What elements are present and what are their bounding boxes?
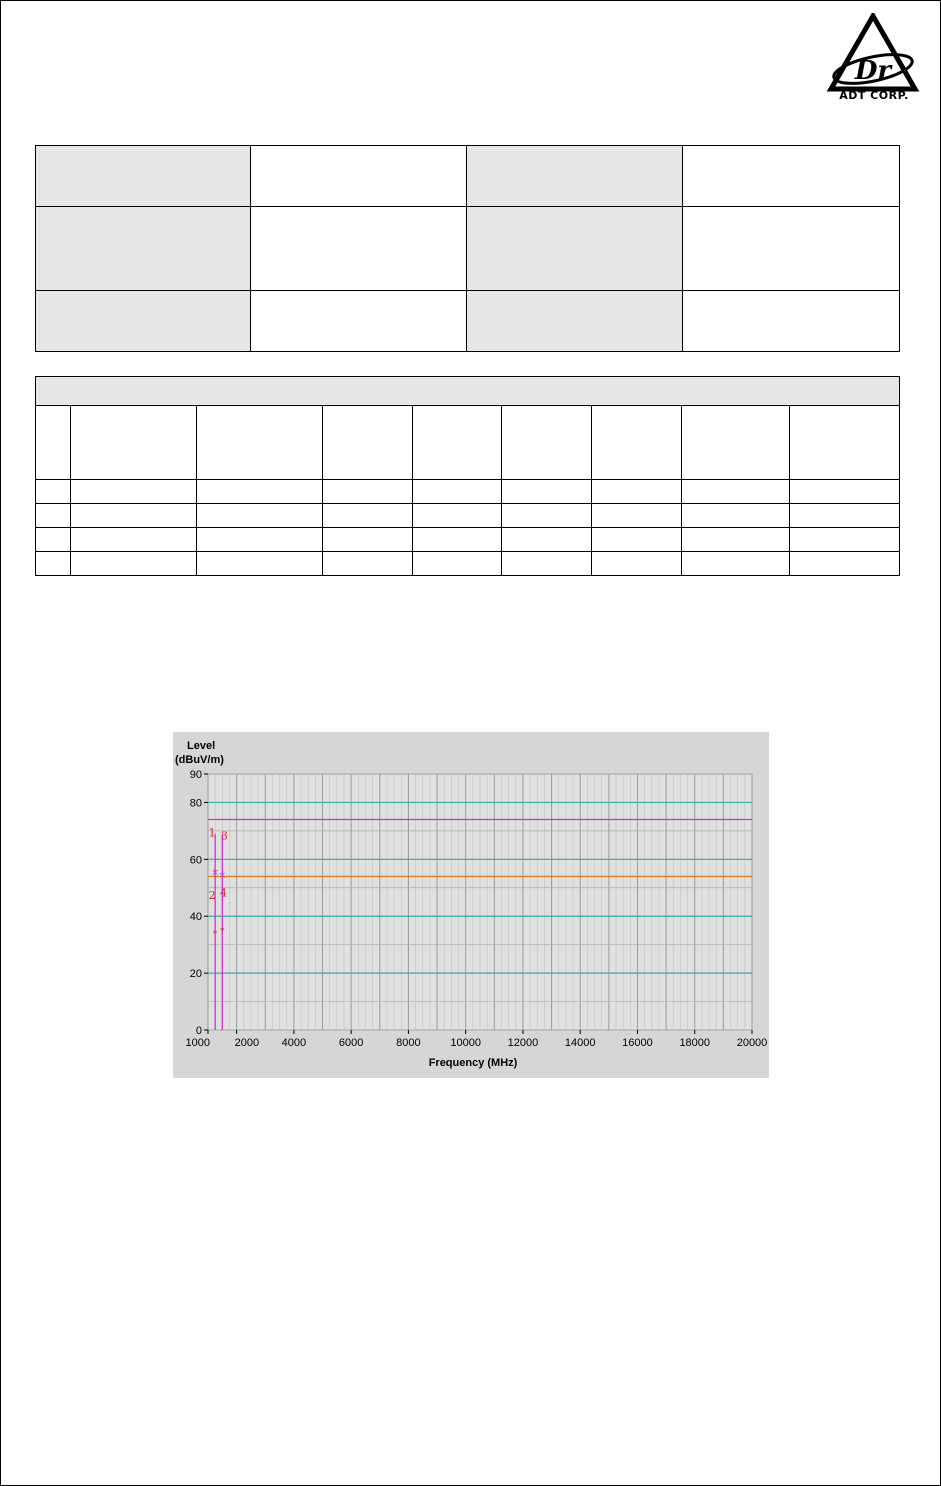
table-cell <box>412 480 502 504</box>
measurement-table <box>35 376 900 576</box>
column-header <box>502 406 592 480</box>
info-value-cell <box>683 291 900 352</box>
table-cell <box>790 504 900 528</box>
info-row <box>36 207 900 291</box>
y-tick-label: 80 <box>189 797 202 810</box>
x-tick-label: 12000 <box>507 1037 539 1049</box>
info-label-cell <box>36 146 251 207</box>
column-header <box>70 406 196 480</box>
x-tick-label: 6000 <box>338 1037 364 1049</box>
marker-label: 3 <box>220 829 228 843</box>
info-row <box>36 146 900 207</box>
marker-label: 2 <box>208 889 216 903</box>
table-cell <box>502 528 592 552</box>
y-tick-label: 40 <box>189 911 202 924</box>
x-tick-label: 4000 <box>281 1037 307 1049</box>
table-cell <box>502 552 592 576</box>
table-cell <box>790 552 900 576</box>
table-cell <box>322 552 412 576</box>
info-label-cell <box>467 146 683 207</box>
table-cell <box>592 504 682 528</box>
x-tick-label: 10000 <box>450 1037 481 1049</box>
table-title <box>36 377 900 406</box>
column-header <box>592 406 682 480</box>
y-axis-label: Level <box>187 740 216 752</box>
table-cell <box>322 504 412 528</box>
info-value-cell <box>683 207 900 291</box>
x-axis-label: Frequency (MHz) <box>428 1057 518 1069</box>
table-cell <box>196 504 322 528</box>
marker-symbol: * <box>220 926 225 937</box>
table-cell <box>412 528 502 552</box>
y-tick-label: 0 <box>195 1025 202 1037</box>
table-cell <box>592 552 682 576</box>
table-header-row <box>36 406 900 480</box>
info-label-cell <box>36 207 251 291</box>
column-header <box>322 406 412 480</box>
info-row <box>36 291 900 352</box>
y-axis-unit-label: (dBuV/m) <box>175 754 224 766</box>
marker-label: 4 <box>219 886 227 900</box>
table-cell <box>322 528 412 552</box>
column-header <box>790 406 900 480</box>
table-cell <box>322 480 412 504</box>
table-cell <box>682 528 790 552</box>
table-cell <box>502 480 592 504</box>
table-cell <box>592 528 682 552</box>
info-value-cell <box>250 291 467 352</box>
table-cell <box>70 528 196 552</box>
column-header <box>196 406 322 480</box>
x-tick-label: 16000 <box>622 1037 653 1049</box>
table-cell <box>412 552 502 576</box>
y-tick-label: 60 <box>189 854 202 867</box>
x-tick-label: 1000 <box>185 1037 210 1049</box>
emission-chart <box>173 732 769 1078</box>
table-cell <box>36 552 71 576</box>
table-cell <box>592 480 682 504</box>
x-tick-label: 20000 <box>736 1037 768 1049</box>
table-cell <box>70 504 196 528</box>
table-row <box>36 528 900 552</box>
table-title-row <box>36 377 900 406</box>
table-cell <box>502 504 592 528</box>
table-cell <box>196 480 322 504</box>
logo-company-name: ADT CORP. <box>839 89 909 102</box>
table-row <box>36 480 900 504</box>
table-cell <box>790 480 900 504</box>
table-cell <box>36 480 71 504</box>
marker-label: 1 <box>208 826 216 840</box>
table-cell <box>412 504 502 528</box>
y-tick-label: 90 <box>189 769 202 781</box>
column-header <box>682 406 790 480</box>
table-cell <box>196 528 322 552</box>
table-cell <box>36 504 71 528</box>
x-tick-label: 18000 <box>679 1037 711 1049</box>
y-tick-label: 20 <box>189 968 202 981</box>
column-header <box>412 406 502 480</box>
info-label-cell <box>36 291 251 352</box>
table-cell <box>36 528 71 552</box>
table-cell <box>682 552 790 576</box>
table-cell <box>682 480 790 504</box>
info-value-cell <box>683 146 900 207</box>
x-tick-label: 8000 <box>396 1037 421 1049</box>
column-header <box>36 406 71 480</box>
marker-symbol: × <box>211 868 219 879</box>
info-value-cell <box>250 207 467 291</box>
table-cell <box>70 480 196 504</box>
chart-svg <box>173 732 769 1078</box>
info-value-cell <box>250 146 467 207</box>
table-cell <box>682 504 790 528</box>
table-cell <box>70 552 196 576</box>
marker-symbol: × <box>218 870 227 881</box>
logo-mark: Dr <box>854 56 892 86</box>
table-cell <box>196 552 322 576</box>
info-label-cell <box>467 291 683 352</box>
info-label-cell <box>467 207 683 291</box>
table-row <box>36 504 900 528</box>
marker-symbol: * <box>212 929 218 940</box>
x-tick-label: 2000 <box>234 1037 260 1049</box>
table-cell <box>790 528 900 552</box>
table-row <box>36 552 900 576</box>
info-table <box>35 145 900 352</box>
x-tick-label: 14000 <box>564 1037 596 1049</box>
